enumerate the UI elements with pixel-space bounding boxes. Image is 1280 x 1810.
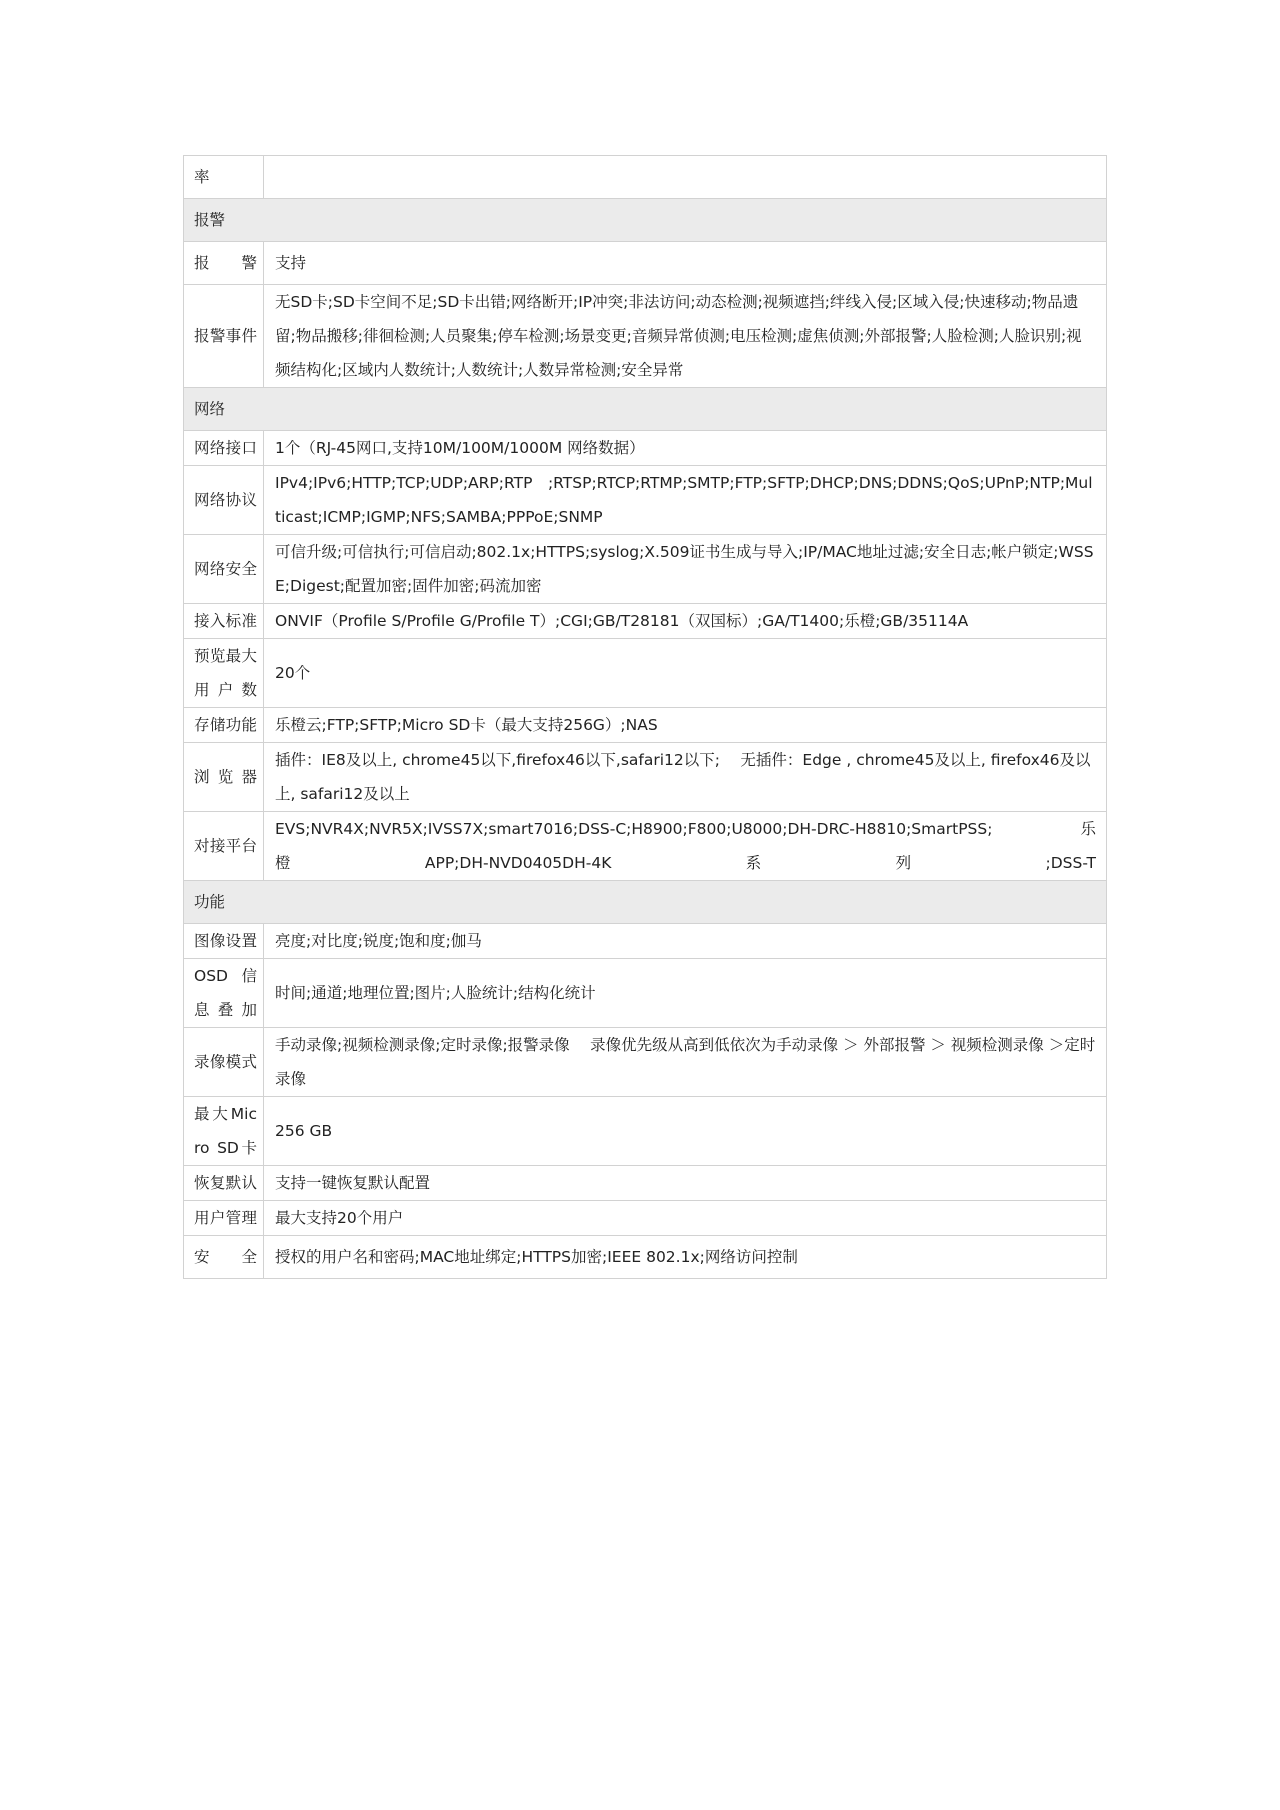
table-row [184, 1097, 1107, 1166]
row-label: 网络安全 [184, 535, 264, 604]
row-value: 支持一键恢复默认配置 [264, 1166, 1107, 1201]
row-value: 时间;通道;地理位置;图片;人脸统计;结构化统计 [264, 959, 1107, 1028]
row-label: 网络接口 [184, 431, 264, 466]
table-row [184, 743, 1107, 812]
row-value: 支持 [264, 242, 1107, 285]
table-row [184, 604, 1107, 639]
row-label: 报警 [184, 242, 264, 285]
row-value: 插件：IE8及以上, chrome45以下,firefox46以下,safari12以下; 无插件：Edge , chrome45及以上, firefox46及以上, safari12及以上 [264, 743, 1107, 812]
row-label: 网络协议 [184, 466, 264, 535]
section-title: 网络 [184, 388, 1107, 431]
row-value: 无SD卡;SD卡空间不足;SD卡出错;网络断开;IP冲突;非法访问;动态检测;视频遮挡;绊线入侵;区域入侵;快速移动;物品遗留;物品搬移;徘徊检测;人员聚集;停车检测;场景变更;音频异常侦测;电压检测;虚焦侦测;外部报警;人脸检测;人脸识别;视频结构化;区域内人数统计;人数统计;人数异常检测;安全异常 [264, 285, 1107, 388]
section-title: 功能 [184, 881, 1107, 924]
row-label: 安全 [184, 1236, 264, 1279]
row-label: 最大Micro SD卡 [184, 1097, 264, 1166]
table-row [184, 1201, 1107, 1236]
row-label: 恢复默认 [184, 1166, 264, 1201]
section-row [184, 199, 1107, 242]
table-row [184, 242, 1107, 285]
table-row [184, 639, 1107, 708]
row-label: 率 [184, 156, 264, 199]
table-row [184, 812, 1107, 881]
table-row [184, 1028, 1107, 1097]
table-row [184, 1236, 1107, 1279]
row-label: 对接平台 [184, 812, 264, 881]
row-label: 浏览器 [184, 743, 264, 812]
row-value [264, 156, 1107, 199]
row-value: 256 GB [264, 1097, 1107, 1166]
row-label: 预览最大用户数 [184, 639, 264, 708]
row-value: 手动录像;视频检测录像;定时录像;报警录像 录像优先级从高到低依次为手动录像 ＞ 外部报警 ＞ 视频检测录像 ＞定时录像 [264, 1028, 1107, 1097]
row-value: 授权的用户名和密码;MAC地址绑定;HTTPS加密;IEEE 802.1x;网络访问控制 [264, 1236, 1107, 1279]
table-row [184, 156, 1107, 199]
section-row [184, 881, 1107, 924]
spec-table [183, 155, 1143, 1279]
row-label: 录像模式 [184, 1028, 264, 1097]
table-row [184, 535, 1107, 604]
row-label: 存储功能 [184, 708, 264, 743]
row-value: 1个（RJ-45网口,支持10M/100M/1000M 网络数据） [264, 431, 1107, 466]
row-label: 图像设置 [184, 924, 264, 959]
row-value: ONVIF（Profile S/Profile G/Profile T）;CGI;GB/T28181（双国标）;GA/T1400;乐橙;GB/35114A [264, 604, 1107, 639]
table-row [184, 466, 1107, 535]
row-value: IPv4;IPv6;HTTP;TCP;UDP;ARP;RTP ;RTSP;RTCP;RTMP;SMTP;FTP;SFTP;DHCP;DNS;DDNS;QoS;UPnP;NTP;Multicast;ICMP;IGMP;NFS;SAMBA;PPPoE;SNMP [264, 466, 1107, 535]
row-label: 用户管理 [184, 1201, 264, 1236]
section-row [184, 388, 1107, 431]
row-value: 可信升级;可信执行;可信启动;802.1x;HTTPS;syslog;X.509证书生成与导入;IP/MAC地址过滤;安全日志;帐户锁定;WSSE;Digest;配置加密;固件加密;码流加密 [264, 535, 1107, 604]
row-value: 最大支持20个用户 [264, 1201, 1107, 1236]
row-label: OSD信息叠加 [184, 959, 264, 1028]
row-label: 接入标准 [184, 604, 264, 639]
table-row [184, 431, 1107, 466]
row-value: 亮度;对比度;锐度;饱和度;伽马 [264, 924, 1107, 959]
table-row [184, 708, 1107, 743]
table-row [184, 1166, 1107, 1201]
row-value: 20个 [264, 639, 1107, 708]
row-label: 报警事件 [184, 285, 264, 388]
row-value: 乐橙云;FTP;SFTP;Micro SD卡（最大支持256G）;NAS [264, 708, 1107, 743]
section-title: 报警 [184, 199, 1107, 242]
table-row [184, 959, 1107, 1028]
table-row [184, 924, 1107, 959]
table-row [184, 285, 1107, 388]
row-value: EVS;NVR4X;NVR5X;IVSS7X;smart7016;DSS-C;H8900;F800;U8000;DH-DRC-H8810;SmartPSS; 乐 橙APP;DH-NVD0405DH-4K系列;DSS-T [264, 812, 1107, 881]
